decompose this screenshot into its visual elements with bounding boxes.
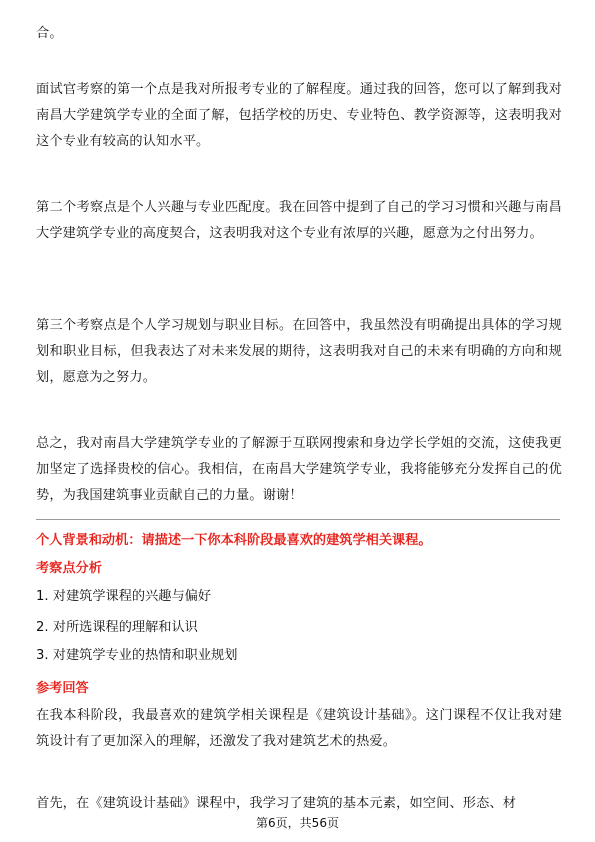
analysis-heading: 考察点分析 (36, 561, 102, 576)
paragraph-conclusion: 总之，我对南昌大学建筑学专业的了解源于互联网搜索和身边学长学姐的交流，这使我更加坚定了选择贵校的信心。我相信，在南昌大学建筑学专业，我将能够充分发挥自己的优势，为我国建筑事业贡献自己的力量。谢谢！ (36, 436, 562, 503)
answer-paragraph: 首先，在《建筑设计基础》课程中，我学习了建筑的基本元素，如空间、形态、材 (36, 796, 517, 811)
analysis-item: 2. 对所选课程的理解和认识 (36, 620, 198, 635)
page-number-footer: 第6页，共56页 (256, 816, 339, 830)
paragraph-continuation: 合。 (36, 26, 63, 41)
answer-heading: 参考回答 (36, 681, 89, 696)
question-title: 个人背景和动机：请描述一下你本科阶段最喜欢的建筑学相关课程。 (36, 533, 432, 548)
paragraph-third-point: 第三个考察点是个人学习规划与职业目标。在回答中，我虽然没有明确提出具体的学习规划和职业目标，但我表达了对未来发展的期待，这表明我对自己的未来有明确的方向和规划，愿意为之努力。 (36, 318, 562, 385)
paragraph-second-point: 第二个考察点是个人兴趣与专业匹配度。我在回答中提到了自己的学习习惯和兴趣与南昌大学建筑学专业的高度契合，这表明我对这个专业有浓厚的兴趣，愿意为之付出努力。 (36, 200, 562, 241)
analysis-item: 1. 对建筑学课程的兴趣与偏好 (36, 589, 212, 604)
section-divider (36, 519, 560, 520)
analysis-item: 3. 对建筑学专业的热情和职业规划 (36, 648, 238, 663)
paragraph-first-point: 面试官考察的第一个点是我对所报考专业的了解程度。通过我的回答，您可以了解到我对南昌大学建筑学专业的全面了解，包括学校的历史、专业特色、教学资源等，这表明我对这个专业有较高的认知水平。 (36, 82, 562, 149)
answer-paragraph: 在我本科阶段，我最喜欢的建筑学相关课程是《建筑设计基础》。这门课程不仅让我对建筑设计有了更加深入的理解，还激发了我对建筑艺术的热爱。 (36, 708, 562, 749)
